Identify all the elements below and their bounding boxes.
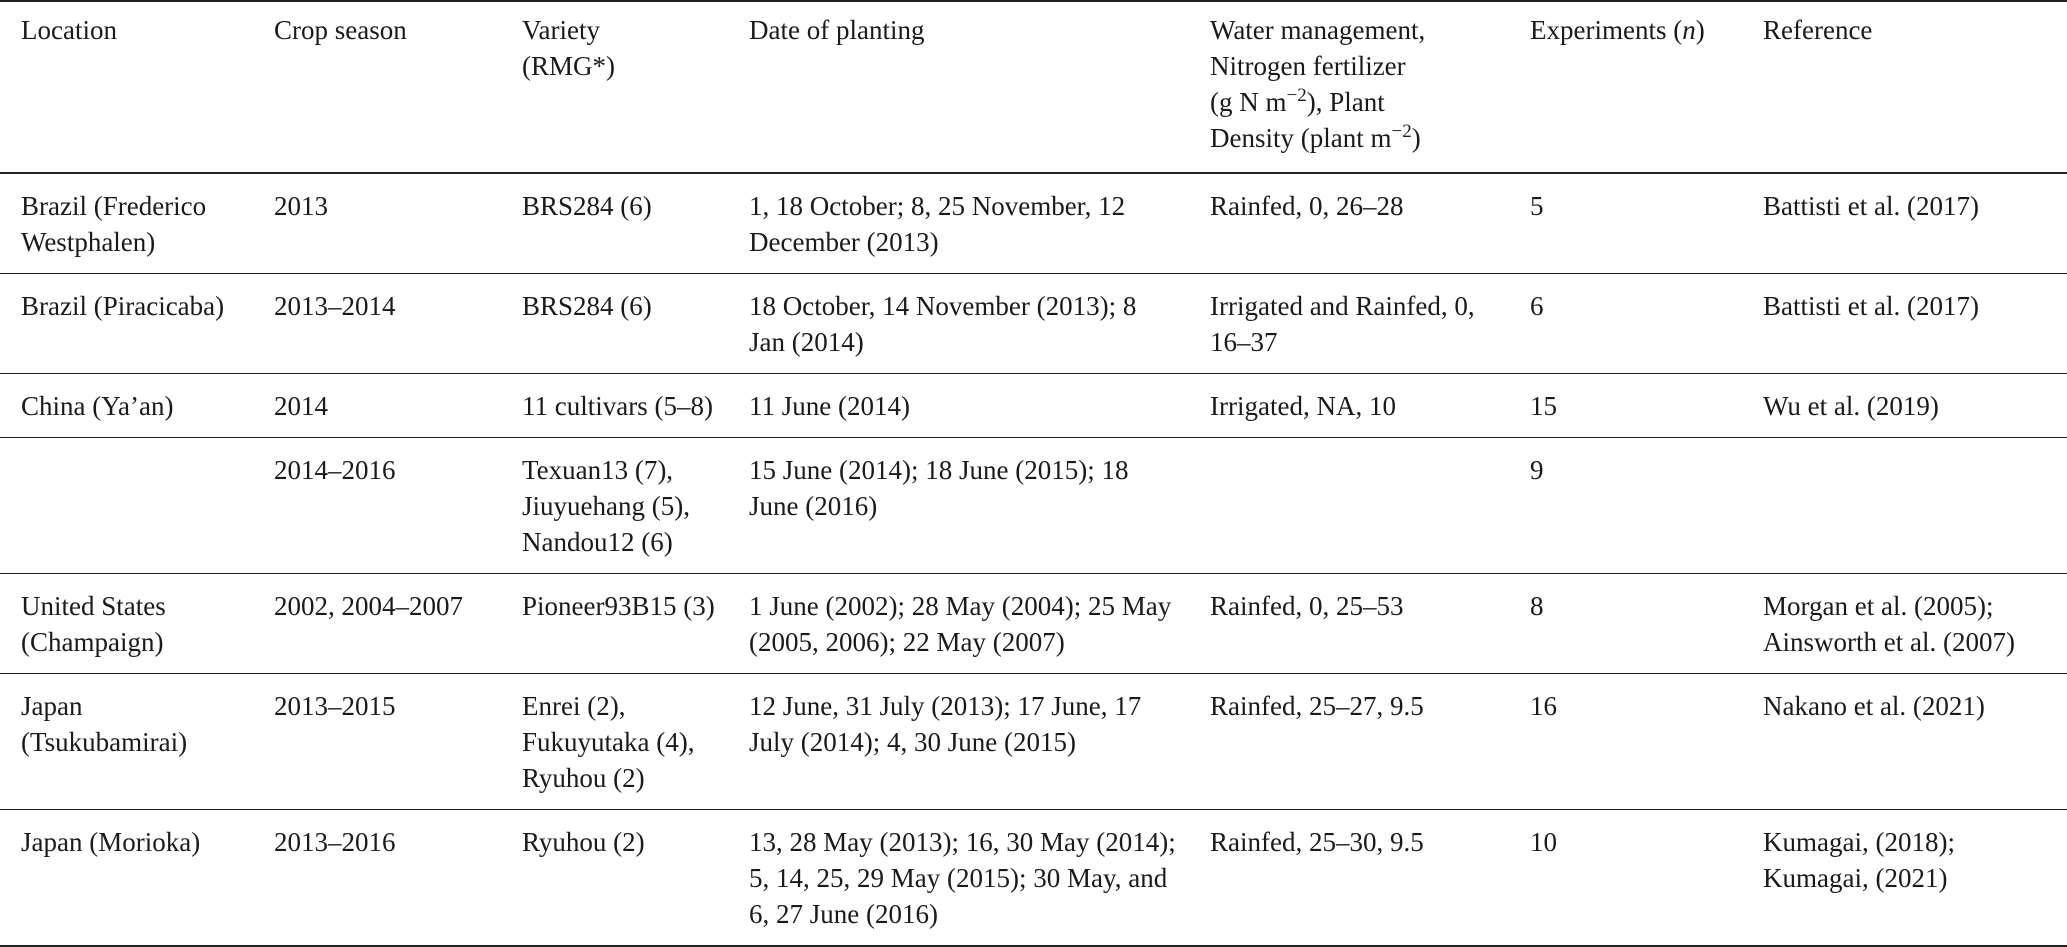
cell-water-management: Irrigated, NA, 10 xyxy=(1210,391,1396,421)
cell-date-of-planting: 11 June (2014) xyxy=(749,391,910,421)
table-header xyxy=(0,1,2067,173)
cell-reference: Kumagai, (2018); Kumagai, (2021) xyxy=(1763,827,1955,893)
cell-experiments: 6 xyxy=(1530,291,1544,321)
table-row xyxy=(0,674,2067,810)
cell-date-of-planting: 12 June, 31 July (2013); 17 June, 17 July (2014); 4, 30 June (2015) xyxy=(749,691,1142,757)
header-row xyxy=(0,1,2067,173)
cell-experiments: 10 xyxy=(1530,827,1557,857)
cell-experiments: 9 xyxy=(1530,455,1544,485)
header-water-management: Water management, Nitrogen fertilizer (g N $m^{-2}$), Plant Density (plant $m^{-2}$) xyxy=(1210,15,1426,153)
cell-variety: BRS284 (6) xyxy=(522,191,652,221)
cell-crop-season: 2002, 2004–2007 xyxy=(274,591,463,621)
cell-reference: Wu et al. (2019) xyxy=(1763,391,1939,421)
cell-reference: Nakano et al. (2021) xyxy=(1763,691,1985,721)
cell-date-of-planting: 15 June (2014); 18 June (2015); 18 June (2016) xyxy=(749,455,1129,521)
cell-crop-season: 2013–2015 xyxy=(274,691,396,721)
cell-crop-season: 2013 xyxy=(274,191,328,221)
cell-crop-season: 2014 xyxy=(274,391,328,421)
cell-date-of-planting: 1, 18 October; 8, 25 November, 12 December (2013) xyxy=(749,191,1126,257)
header-experiments: Experiments (n) xyxy=(1530,15,1705,45)
header-date-of-planting: Date of planting xyxy=(749,15,925,45)
header-reference: Reference xyxy=(1763,15,1873,45)
cell-reference xyxy=(1742,438,2067,574)
cell-location: Brazil (Piracicaba) xyxy=(21,291,225,321)
cell-water-management: Irrigated and Rainfed, 0, 16–37 xyxy=(1210,291,1475,357)
cell-crop-season: 2013–2014 xyxy=(274,291,396,321)
cell-water-management: Rainfed, 0, 26–28 xyxy=(1210,191,1404,221)
cell-water-management: Rainfed, 25–27, 9.5 xyxy=(1210,691,1424,721)
cell-variety: 11 cultivars (5–8) xyxy=(522,391,713,421)
cell-location xyxy=(0,438,253,574)
cell-location: Japan (Morioka) xyxy=(21,827,201,857)
cell-water-management: Rainfed, 0, 25–53 xyxy=(1210,591,1404,621)
cell-date-of-planting: 13, 28 May (2013); 16, 30 May (2014); 5, 14, 25, 29 May (2015); 30 May, and 6, 27 June (2016) xyxy=(749,827,1176,929)
table-row xyxy=(0,810,2067,947)
table-row xyxy=(0,274,2067,374)
table-row xyxy=(0,574,2067,674)
cell-date-of-planting: 18 October, 14 November (2013); 8 Jan (2014) xyxy=(749,291,1137,357)
cell-reference: Battisti et al. (2017) xyxy=(1763,191,1979,221)
cell-reference: Morgan et al. (2005); Ainsworth et al. (2007) xyxy=(1763,591,2015,657)
header-crop-season: Crop season xyxy=(274,15,407,45)
cell-date-of-planting: 1 June (2002); 28 May (2004); 25 May (2005, 2006); 22 May (2007) xyxy=(749,591,1172,657)
cell-experiments: 15 xyxy=(1530,391,1557,421)
cell-crop-season: 2013–2016 xyxy=(274,827,396,857)
cell-location: Japan (Tsukubamirai) xyxy=(21,691,188,757)
table-body xyxy=(0,173,2067,946)
cell-location: United States (Champaign) xyxy=(21,591,166,657)
cell-experiments: 16 xyxy=(1530,691,1557,721)
cell-variety: Pioneer93B15 (3) xyxy=(522,591,715,621)
table-row xyxy=(0,374,2067,438)
cell-location: Brazil (Frederico Westphalen) xyxy=(21,191,207,257)
cell-experiments: 5 xyxy=(1530,191,1544,221)
cell-variety: Texuan13 (7), Jiuyuehang (5), Nandou12 (6) xyxy=(522,455,690,557)
cell-variety: Enrei (2), Fukuyutaka (4), Ryuhou (2) xyxy=(522,691,695,793)
cell-water-management: Rainfed, 25–30, 9.5 xyxy=(1210,827,1424,857)
cell-reference: Battisti et al. (2017) xyxy=(1763,291,1979,321)
cell-location: China (Ya’an) xyxy=(21,391,174,421)
cell-experiments: 8 xyxy=(1530,591,1544,621)
table-row xyxy=(0,173,2067,274)
table-row xyxy=(0,438,2067,574)
header-location: Location xyxy=(21,15,117,45)
cell-variety: BRS284 (6) xyxy=(522,291,652,321)
cell-variety: Ryuhou (2) xyxy=(522,827,645,857)
cell-crop-season: 2014–2016 xyxy=(274,455,396,485)
header-variety: Variety (RMG*) xyxy=(522,15,615,81)
cell-water-management xyxy=(1189,438,1509,574)
